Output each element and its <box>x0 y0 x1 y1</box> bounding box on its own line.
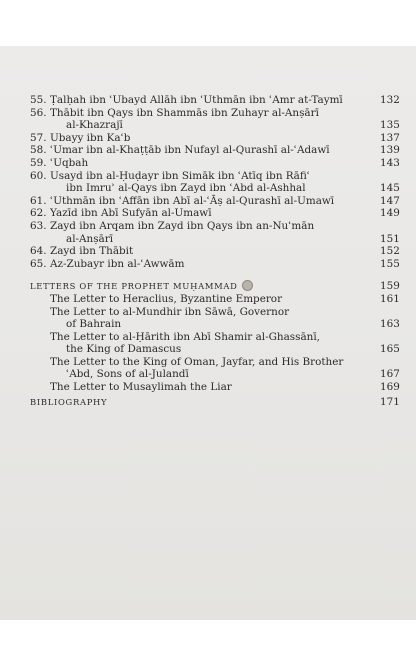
letter-title: The Letter to Musaylimah the Liar <box>50 381 232 394</box>
entry-title: ʿUthmān ibn ʿAffān ibn Abī al-ʿĀṣ al-Qurashī al-Umawī <box>50 194 335 207</box>
toc-entry-64 <box>30 245 398 258</box>
toc-entry-60 <box>30 170 398 195</box>
entry-number: 60. <box>30 169 47 182</box>
toc-letter-mundhir <box>30 306 398 331</box>
toc-letter-oman <box>30 356 398 381</box>
entry-number: 57. <box>30 131 47 144</box>
entry-title: ʿUqbah <box>50 156 89 169</box>
entry-title: Az-Zubayr ibn al-ʿAwwām <box>50 257 185 270</box>
toc-letter-harith <box>30 331 398 356</box>
entry-title: Yazīd ibn Abī Sufyān al-Umawī <box>50 207 212 220</box>
toc-entry-57 <box>30 132 398 145</box>
entry-title: Zayd ibn Arqam ibn Zayd ibn Qays ibn an-Nuʿmān al-Anṣārī <box>50 219 315 245</box>
table-of-contents <box>30 94 398 408</box>
entry-number: 61. <box>30 194 47 207</box>
entry-page: 145 <box>380 182 400 195</box>
entry-page: 155 <box>380 257 400 270</box>
entry-page: 151 <box>380 232 400 245</box>
entry-page: 132 <box>380 94 400 106</box>
toc-entry-65 <box>30 258 398 271</box>
entry-title: Ṭalḥah ibn ʿUbayd Allāh ibn ʿUthmān ibn ʿAmr at-Taymī <box>50 94 343 106</box>
entry-title: ʿUmar ibn al-Khaṭṭāb ibn Nufayl al-Qurashī al-ʿAdawī <box>50 144 330 157</box>
top-margin <box>0 0 416 46</box>
bibliography-heading <box>30 396 398 409</box>
letters-section-heading <box>30 280 398 293</box>
toc-entry-59 <box>30 157 398 170</box>
letter-page: 167 <box>380 368 400 381</box>
entry-page: 135 <box>380 119 400 132</box>
entry-page: 137 <box>380 131 400 144</box>
entry-page: 147 <box>380 194 400 207</box>
entry-title: Zayd ibn Thābit <box>50 245 134 258</box>
toc-entry-62 <box>30 207 398 220</box>
entry-number: 59. <box>30 156 47 169</box>
letter-title: The Letter to Heraclius, Byzantine Emperor <box>50 292 283 305</box>
entry-title: Ubayy ibn Kaʿb <box>50 131 131 144</box>
entry-page: 152 <box>380 245 400 258</box>
letter-title: The Letter to al-Ḥārith ibn Abī Shamir al-Ghassānī, the King of Damascus <box>50 330 320 356</box>
entry-page: 139 <box>380 144 400 157</box>
letter-page: 161 <box>380 292 400 305</box>
entry-number: 55. <box>30 94 47 106</box>
toc-letter-heraclius <box>30 293 398 306</box>
entry-number: 63. <box>30 219 47 232</box>
entry-number: 65. <box>30 257 47 270</box>
entry-title: Thābit ibn Qays ibn Shammās ibn Zuhayr al-Anṣārī al-Khazrajī <box>50 106 319 132</box>
entry-number: 62. <box>30 207 47 220</box>
section-page: 159 <box>380 280 400 293</box>
letter-title: The Letter to al-Mundhir ibn Sāwā, Governor of Bahrain <box>50 305 290 331</box>
section-title: LETTERS OF THE PROPHET MUḤAMMAD <box>30 280 380 293</box>
letter-title: The Letter to the King of Oman, Jayfar, and His Brother ʿAbd, Sons of al-Julandī <box>50 355 344 381</box>
letter-page: 165 <box>380 343 400 356</box>
entry-page: 143 <box>380 156 400 169</box>
toc-letter-musaylimah <box>30 381 398 394</box>
entry-title: Usayd ibn al-Ḥuḍayr ibn Simāk ibn ʿAtīq ibn Rāfiʿ ibn Imruʾ al-Qays ibn Zayd ibn ʿAbd al-Ashhal <box>50 169 310 195</box>
entry-number: 64. <box>30 245 47 258</box>
entry-page: 149 <box>380 207 400 220</box>
section-page: 171 <box>380 395 400 408</box>
letter-page: 169 <box>380 381 400 394</box>
section-title: BIBLIOGRAPHY <box>30 396 108 407</box>
toc-entry-56 <box>30 107 398 132</box>
toc-entry-63 <box>30 220 398 245</box>
letter-page: 163 <box>380 318 400 331</box>
book-page <box>0 46 416 620</box>
toc-entry-61 <box>30 195 398 208</box>
toc-entry-58 <box>30 144 398 157</box>
entry-number: 58. <box>30 144 47 157</box>
toc-entry-55 <box>30 94 398 107</box>
honorific-seal-icon <box>242 280 253 291</box>
bottom-margin <box>0 620 416 666</box>
entry-number: 56. <box>30 106 47 119</box>
